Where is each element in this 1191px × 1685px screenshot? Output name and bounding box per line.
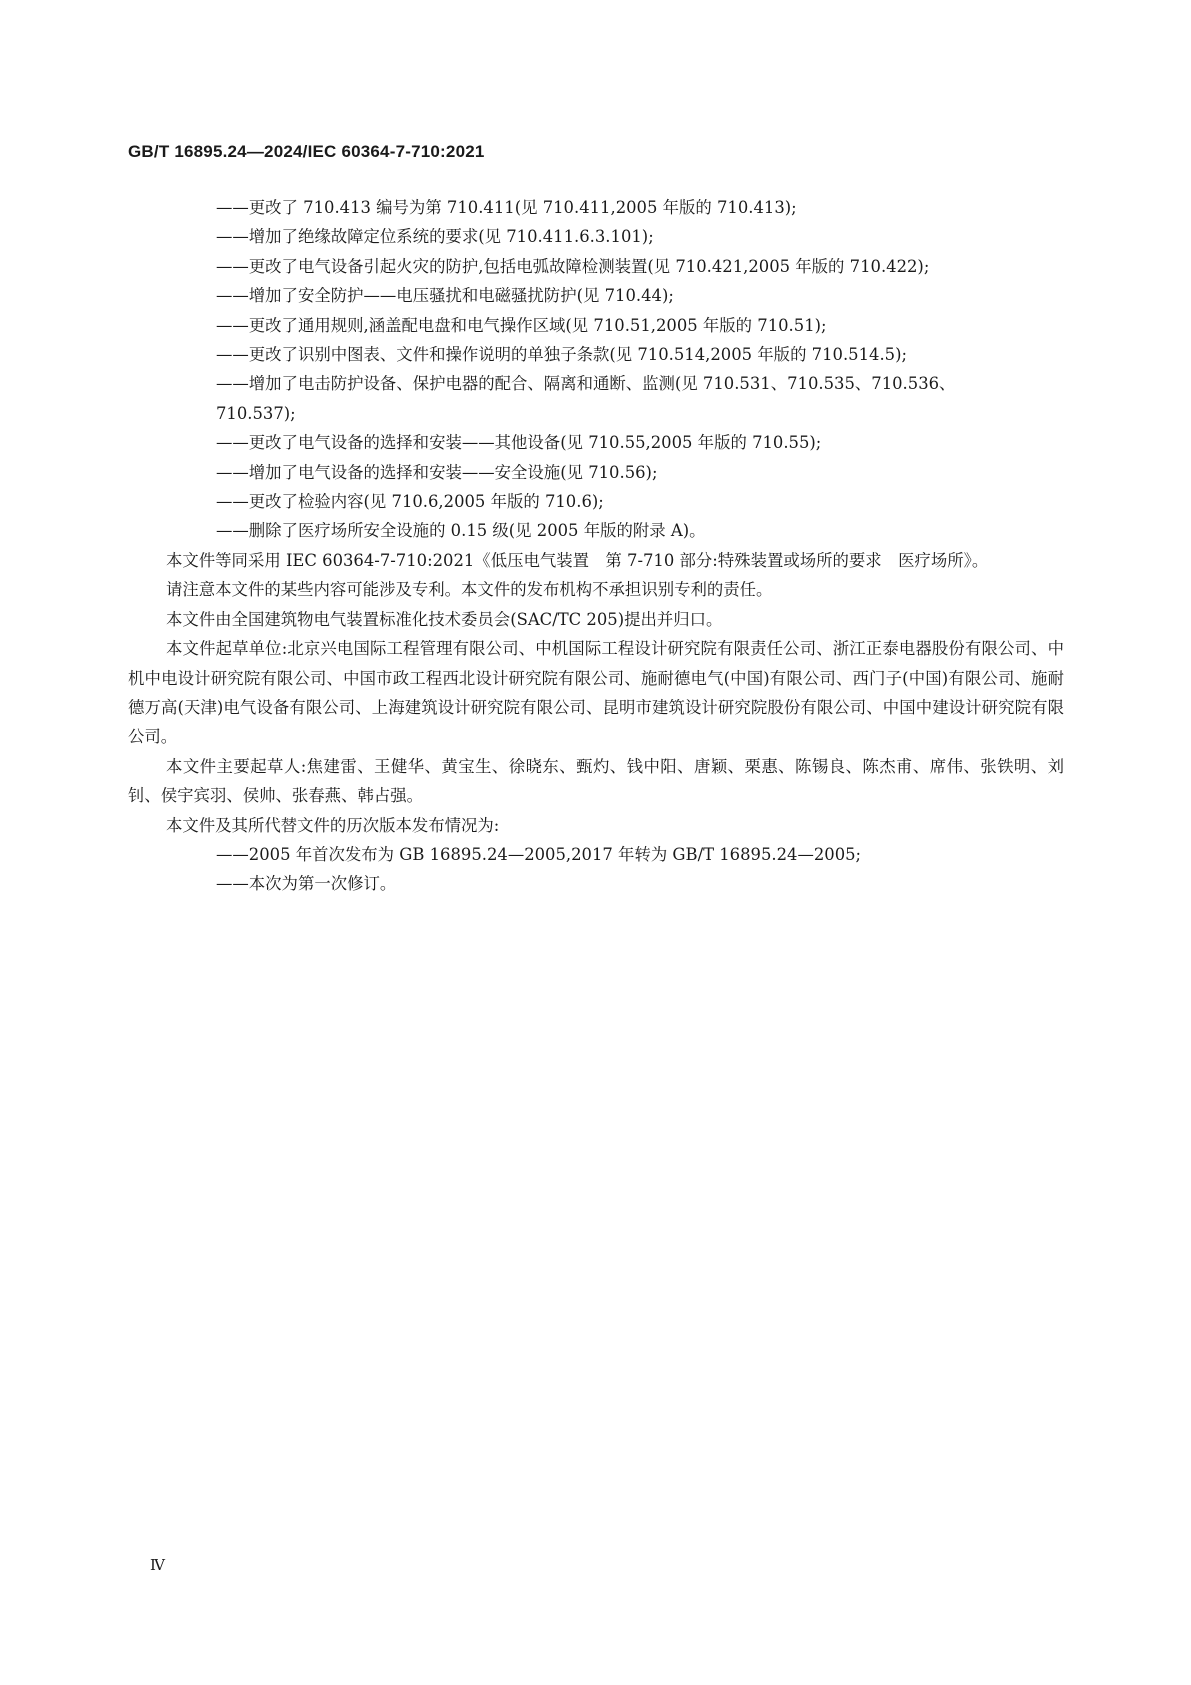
- list-item: [128, 516, 1064, 545]
- page-header: [128, 142, 485, 162]
- list-item: [128, 252, 1064, 281]
- list-item: [128, 458, 1064, 487]
- list-item-text: ——更改了检验内容(见 710.6,2005 年版的 710.6);: [216, 492, 604, 512]
- list-item: [128, 193, 1064, 222]
- list-item: [128, 311, 1064, 340]
- standard-number: GB/T 16895.24—2024/IEC 60364-7-710:2021: [128, 142, 485, 161]
- list-item-text: ——更改了电气设备的选择和安装——其他设备(见 710.55,2005 年版的 710.55);: [216, 433, 822, 453]
- list-item: [128, 340, 1064, 369]
- list-item: [128, 840, 1064, 869]
- list-item: [128, 369, 1064, 428]
- list-item-text: ——更改了通用规则,涵盖配电盘和电气操作区域(见 710.51,2005 年版的 710.51);: [216, 315, 827, 335]
- drafting-units-paragraph: 本文件起草单位:北京兴电国际工程管理有限公司、中机国际工程设计研究院有限责任公司、浙江正泰电器股份有限公司、中机中电设计研究院有限公司、中国市政工程西北设计研究院有限公司、施耐德电气(中国)有限公司、西门子(中国)有限公司、施耐德万高(天津)电气设备有限公司、上海建筑设计研究院有限公司、昆明市建筑设计研究院股份有限公司、中国中建设计研究院有限公司。: [128, 639, 1064, 747]
- history-list: [128, 840, 1064, 899]
- list-item: [128, 487, 1064, 516]
- document-body: [128, 193, 1064, 899]
- page-number: Ⅳ: [150, 1556, 165, 1574]
- list-item-text: ——2005 年首次发布为 GB 16895.24—2005,2017 年转为 GB/T 16895.24—2005;: [216, 844, 862, 864]
- list-item: [128, 428, 1064, 457]
- list-item-continuation: 710.537);: [216, 403, 296, 423]
- list-item-text: ——增加了安全防护——电压骚扰和电磁骚扰防护(见 710.44);: [216, 286, 674, 306]
- list-item-text: ——更改了电气设备引起火灾的防护,包括电弧故障检测装置(见 710.421,2005 年版的 710.422);: [216, 256, 930, 276]
- list-item: [128, 222, 1064, 251]
- list-item-text: ——增加了电气设备的选择和安装——安全设施(见 710.56);: [216, 462, 658, 482]
- list-item-text: ——增加了电击防护设备、保护电器的配合、隔离和通断、监测(见 710.531、710.535、710.536、: [216, 374, 956, 394]
- change-list: [128, 193, 1064, 546]
- list-item-text: ——增加了绝缘故障定位系统的要求(见 710.411.6.3.101);: [216, 227, 654, 247]
- list-item-text: ——更改了识别中图表、文件和操作说明的单独子条款(见 710.514,2005 年版的 710.514.5);: [216, 345, 907, 365]
- history-intro: 本文件及其所代替文件的历次版本发布情况为:: [166, 815, 500, 835]
- patent-notice: 请注意本文件的某些内容可能涉及专利。本文件的发布机构不承担识别专利的责任。: [166, 580, 773, 600]
- drafters-paragraph: 本文件主要起草人:焦建雷、王健华、黄宝生、徐晓东、甄灼、钱中阳、唐颖、栗惠、陈锡良、陈杰甫、席伟、张铁明、刘钊、侯宇宾羽、侯帅、张春燕、韩占强。: [128, 756, 1064, 806]
- list-item: [128, 869, 1064, 898]
- list-item: [128, 281, 1064, 310]
- list-item-text: ——更改了 710.413 编号为第 710.411(见 710.411,2005 年版的 710.413);: [216, 198, 797, 217]
- list-item-text: ——删除了医疗场所安全设施的 0.15 级(见 2005 年版的附录 A)。: [216, 521, 706, 541]
- list-item-text: ——本次为第一次修订。: [216, 874, 397, 894]
- equivalence-paragraph: 本文件等同采用 IEC 60364-7-710:2021《低压电气装置 第 7-710 部分:特殊装置或场所的要求 医疗场所》。: [166, 550, 989, 570]
- proposer-paragraph: 本文件由全国建筑物电气装置标准化技术委员会(SAC/TC 205)提出并归口。: [166, 609, 723, 629]
